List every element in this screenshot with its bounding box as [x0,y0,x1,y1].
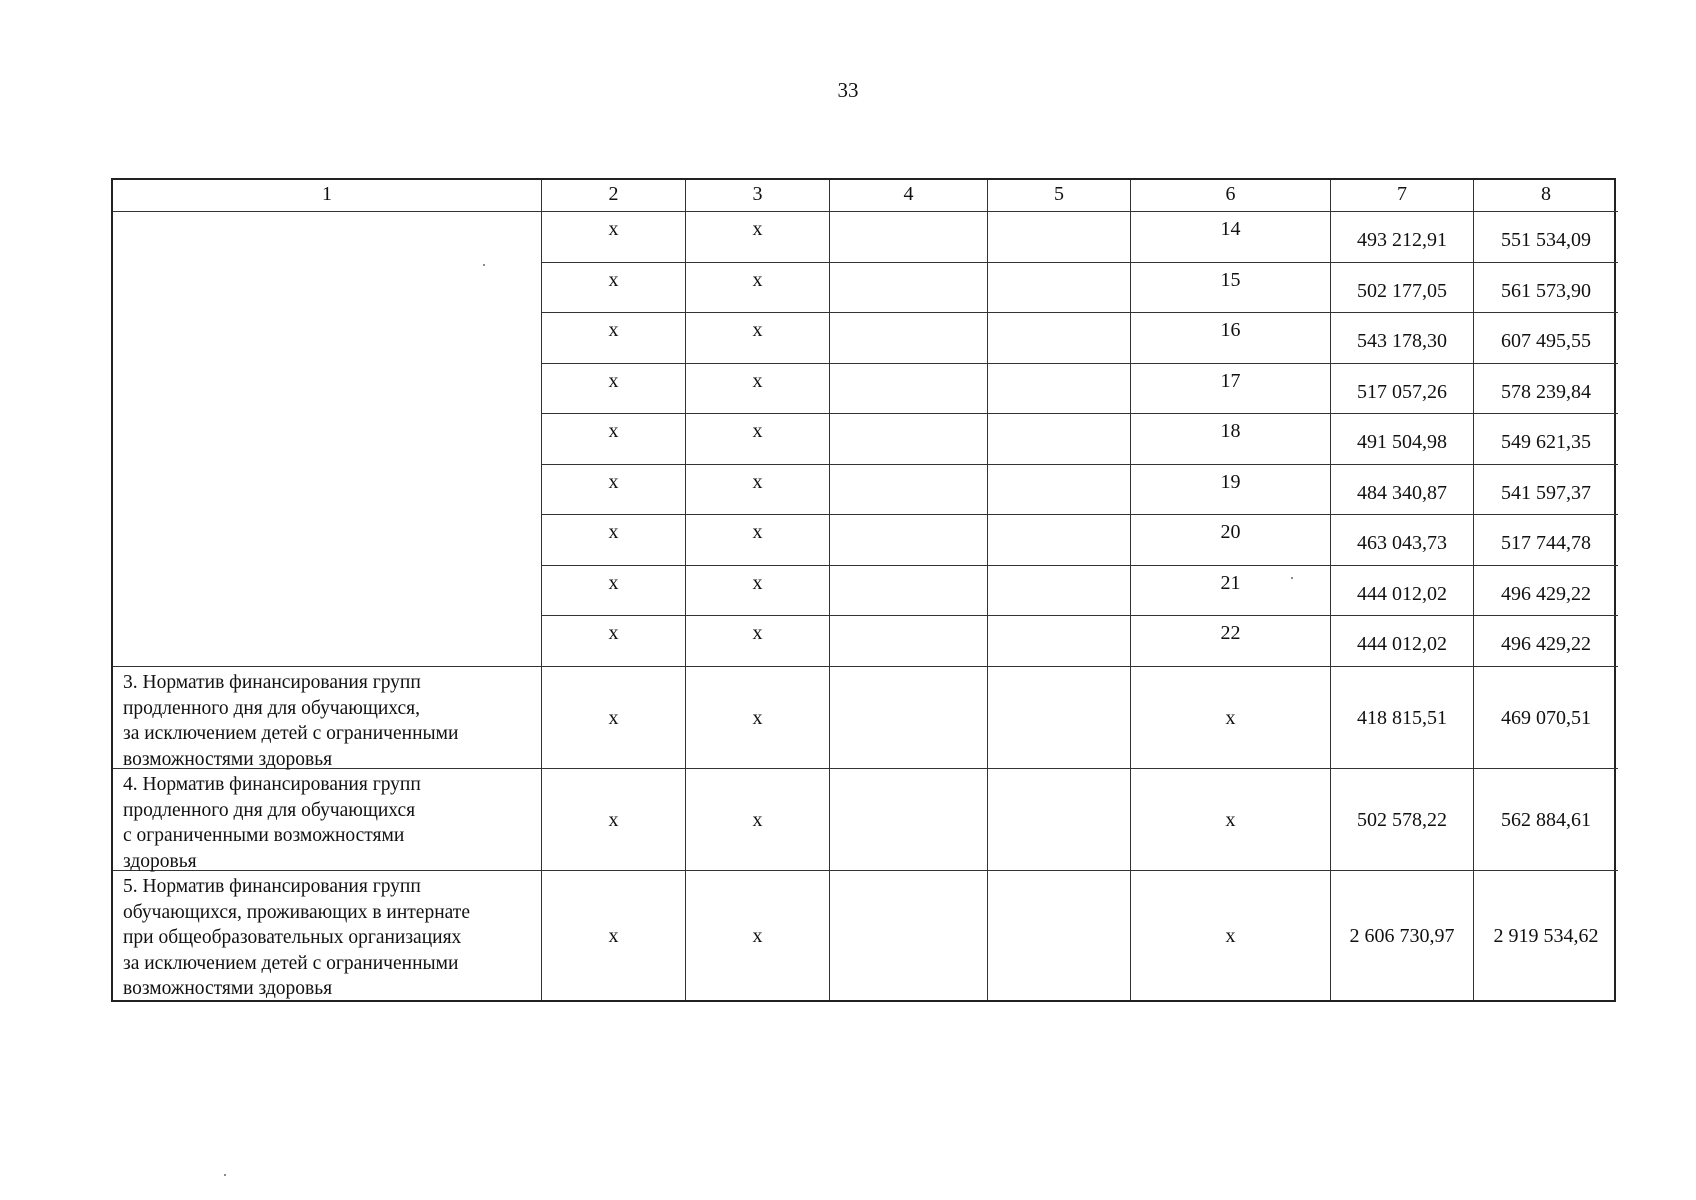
table-cell-col-7: 502 578,22 [1331,769,1474,871]
table-cell-col-4 [830,871,988,1000]
table-cell-col-6: 20 [1131,515,1331,566]
table-cell-col-8: 469 070,51 [1474,667,1618,769]
table-cell-col-3: x [686,212,830,263]
table-cell-col-6: x [1131,871,1331,1000]
table-cell-col-5 [988,212,1131,263]
row-description [113,769,542,871]
table-cell-col-6: 19 [1131,465,1331,515]
table-cell-col-8: 562 884,61 [1474,769,1618,871]
table-cell-col-5 [988,871,1131,1000]
table-cell-col-5 [988,263,1131,313]
table-cell-col-2: x [542,313,686,364]
table-cell-col-7: 444 012,02 [1331,566,1474,616]
description-line: продленного дня для обучающихся [123,799,416,821]
table-cell-col-7: 484 340,87 [1331,465,1474,515]
scan-speck [224,1174,226,1176]
header-col-4: 4 [830,180,988,212]
table-cell-col-5 [988,313,1131,364]
merged-description-cell [113,212,542,667]
table-cell-col-3: x [686,515,830,566]
table-cell-col-5 [988,515,1131,566]
table-cell-col-2: x [542,212,686,263]
table-cell-col-2: x [542,465,686,515]
table-cell-col-6: x [1131,667,1331,769]
table-cell-col-3: x [686,616,830,667]
description-line: 3. Норматив финансирования групп [123,672,421,693]
header-col-8: 8 [1474,180,1618,212]
scan-speck [1291,577,1293,579]
table-cell-col-7: 517 057,26 [1331,364,1474,414]
table-cell-col-4 [830,313,988,364]
header-col-6: 6 [1131,180,1331,212]
table-cell-col-6: 22 [1131,616,1331,667]
header-col-2: 2 [542,180,686,212]
table-cell-col-5 [988,769,1131,871]
page-number: 33 [837,78,859,102]
description-line: обучающихся, проживающих в интернате [123,901,470,923]
table-cell-col-3: x [686,364,830,414]
table-cell-col-4 [830,465,988,515]
table-cell-col-4 [830,515,988,566]
description-line: 4. Норматив финансирования групп [123,774,421,795]
table-cell-col-5 [988,465,1131,515]
header-col-3: 3 [686,180,830,212]
table-cell-col-7: 502 177,05 [1331,263,1474,313]
table-cell-col-6: x [1131,769,1331,871]
table-cell-col-4 [830,212,988,263]
description-line: за исключением детей с ограниченными [123,723,459,744]
table-cell-col-7: 491 504,98 [1331,414,1474,465]
table-cell-col-7: 463 043,73 [1331,515,1474,566]
table-cell-col-7: 2 606 730,97 [1331,871,1474,1000]
table-cell-col-2: x [542,515,686,566]
table-cell-col-4 [830,566,988,616]
table-cell-col-3: x [686,465,830,515]
table-cell-col-6: 16 [1131,313,1331,364]
description-line: возможностями здоровья [123,978,333,999]
table-cell-col-3: x [686,871,830,1000]
table-cell-col-7: 543 178,30 [1331,313,1474,364]
table-cell-col-2: x [542,566,686,616]
description-line: здоровья [123,850,197,872]
table-cell-col-7: 418 815,51 [1331,667,1474,769]
table-cell-col-2: x [542,414,686,465]
table-cell-col-5 [988,616,1131,667]
description-line: с ограниченными возможностями [123,825,405,846]
header-col-5: 5 [988,180,1131,212]
table-cell-col-3: x [686,566,830,616]
table-cell-col-8: 549 621,35 [1474,414,1618,465]
description-line: 5. Норматив финансирования групп [123,876,421,897]
table-cell-col-3: x [686,769,830,871]
table-cell-col-8: 496 429,22 [1474,616,1618,667]
table-cell-col-6: 18 [1131,414,1331,465]
table-cell-col-2: x [542,364,686,414]
table-cell-col-6: 21 [1131,566,1331,616]
description-line: возможностями здоровья [123,748,333,770]
table-cell-col-8: 2 919 534,62 [1493,924,1599,947]
table-cell-col-5 [988,667,1131,769]
table-cell-col-5 [988,364,1131,414]
table-cell-col-3: x [686,313,830,364]
table-cell-col-2: x [542,871,686,1000]
table-cell-col-6: 17 [1131,364,1331,414]
table-cell-col-6: 15 [1131,263,1331,313]
table-cell-col-2: x [542,769,686,871]
table-cell-col-5 [988,566,1131,616]
table-cell-col-4 [830,364,988,414]
table-cell-col-7: 444 012,02 [1331,616,1474,667]
table-cell-col-3: x [686,667,830,769]
row-description [113,667,542,769]
table-cell-col-8: 541 597,37 [1474,465,1618,515]
data-table [111,178,1616,1002]
table-cell-col-3: x [686,414,830,465]
table-cell-col-3: x [686,263,830,313]
table-cell-col-2: x [542,263,686,313]
description-line: продленного дня для обучающихся, [123,697,420,719]
header-col-7: 7 [1331,180,1474,212]
table-cell-col-7: 493 212,91 [1331,212,1474,263]
header-col-1: 1 [113,180,542,212]
table-cell-col-8: 517 744,78 [1474,515,1618,566]
table-cell-col-6: 14 [1131,212,1331,263]
table-cell-col-8: 607 495,55 [1474,313,1618,364]
scan-speck [483,264,485,266]
table-cell-col-8: 578 239,84 [1474,364,1618,414]
table-cell-col-8: 496 429,22 [1474,566,1618,616]
table-cell-col-2: x [542,667,686,769]
table-cell-col-4 [830,769,988,871]
table-cell-col-2: x [542,616,686,667]
description-line: при общеобразовательных организациях [123,927,462,948]
table-cell-col-8: 561 573,90 [1474,263,1618,313]
table-cell-col-8: 551 534,09 [1474,212,1618,263]
table-cell-col-4 [830,667,988,769]
description-line: за исключением детей с ограниченными [123,952,459,974]
table-cell-col-4 [830,263,988,313]
row-description [113,871,542,1000]
table-cell-col-4 [830,414,988,465]
table-cell-col-4 [830,616,988,667]
table-cell-col-5 [988,414,1131,465]
